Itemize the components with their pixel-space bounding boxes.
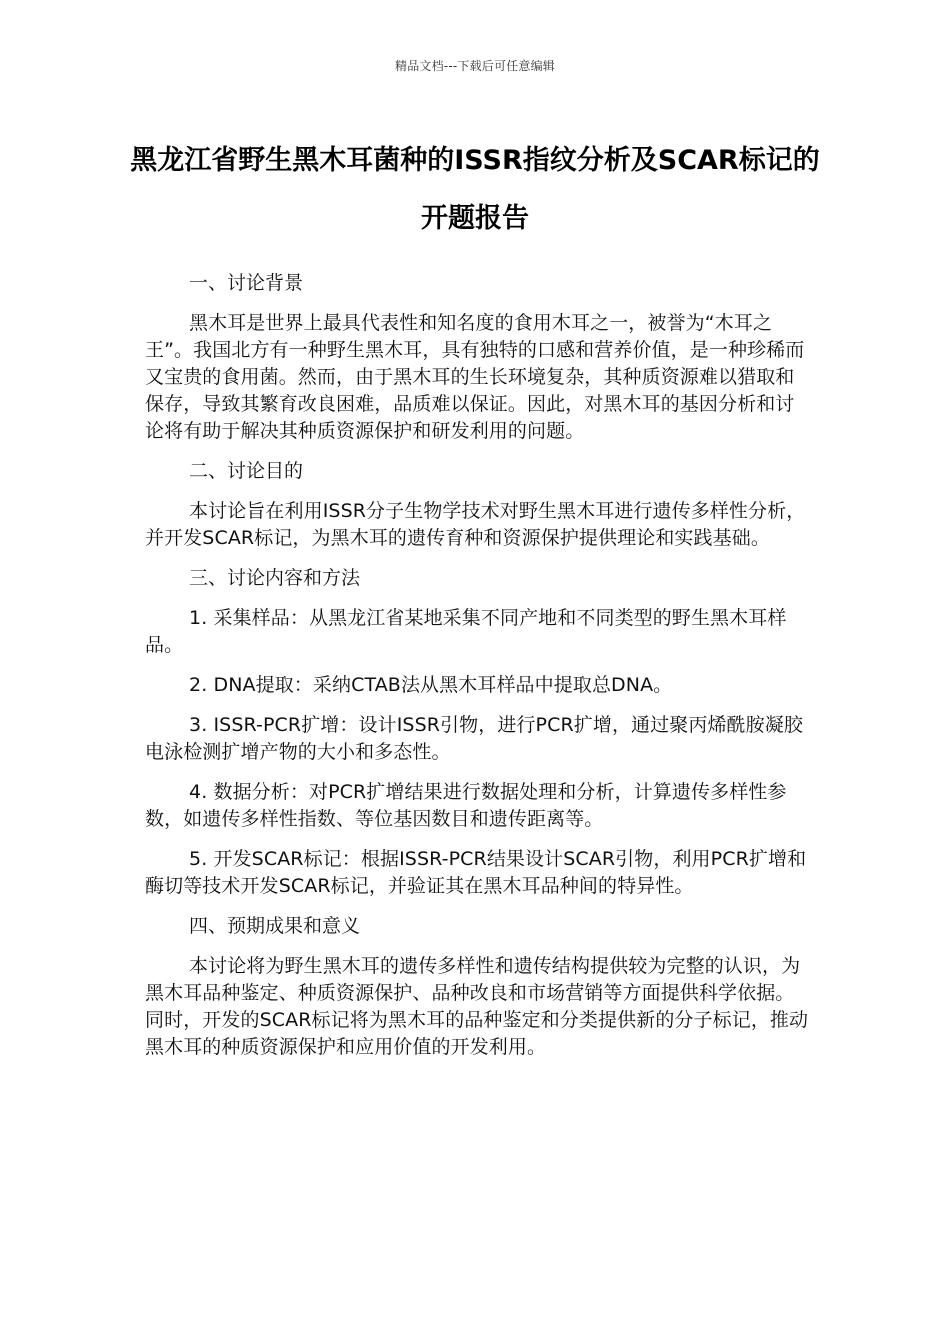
header-note: 精品文档---下载后可任意编辑: [395, 59, 555, 73]
section-heading-background: 一、讨论背景: [189, 272, 304, 294]
paragraph-background: 黑木耳是世界上最具代表性和知名度的食用木耳之一，被誉为“木耳之王”。我国北方有一种野生黑木耳，具有独特的口感和营养价值，是一种珍稀而又宝贵的食用菌。然而，由于黑木耳的生长环境复杂，其种质资源难以猎取和保存，导致其繁育改良困难，品质难以保证。因此，对黑木耳的基因分析和讨论将有助于解决其种质资源保护和研发利用的问题。: [145, 312, 805, 442]
section-heading-outcomes: 四、预期成果和意义: [189, 915, 361, 937]
method-item-sampling: 1. 采集样品：从黑龙江省某地采集不同产地和不同类型的野生黑木耳样品。: [145, 607, 787, 656]
method-item-dna-extraction: 2. DNA提取：采纳CTAB法从黑木耳样品中提取总DNA。: [189, 674, 673, 696]
method-item-data-analysis: 4. 数据分析：对PCR扩增结果进行数据处理和分析，计算遗传多样性参数，如遗传多样性指数、等位基因数目和遗传距离等。: [145, 781, 787, 830]
section-heading-methods: 三、讨论内容和方法: [189, 567, 361, 589]
method-item-issr-pcr: 3. ISSR-PCR扩增：设计ISSR引物，进行PCR扩增，通过聚丙烯酰胺凝胶电泳检测扩增产物的大小和多态性。: [145, 714, 803, 763]
document-body: [145, 270, 810, 1074]
paragraph-outcomes: 本讨论将为野生黑木耳的遗传多样性和遗传结构提供较为完整的认识，为黑木耳品种鉴定、种质资源保护、品种改良和市场营销等方面提供科学依据。同时，开发的SCAR标记将为黑木耳的品种鉴定和分类提供新的分子标记，推动黑木耳的种质资源保护和应用价值的开发利用。: [145, 955, 809, 1058]
section-heading-purpose: 二、讨论目的: [189, 460, 304, 482]
paragraph-purpose: 本讨论旨在利用ISSR分子生物学技术对野生黑木耳进行遗传多样性分析，并开发SCAR标记，为黑木耳的遗传育种和资源保护提供理论和实践基础。: [145, 500, 806, 549]
document-title: 黑龙江省野生黑木耳菌种的ISSR指纹分析及SCAR标记的开题报告: [130, 145, 820, 234]
method-item-scar-marker: 5. 开发SCAR标记：根据ISSR-PCR结果设计SCAR引物，利用PCR扩增和酶切等技术开发SCAR标记，并验证其在黑木耳品种间的特异性。: [145, 848, 807, 897]
